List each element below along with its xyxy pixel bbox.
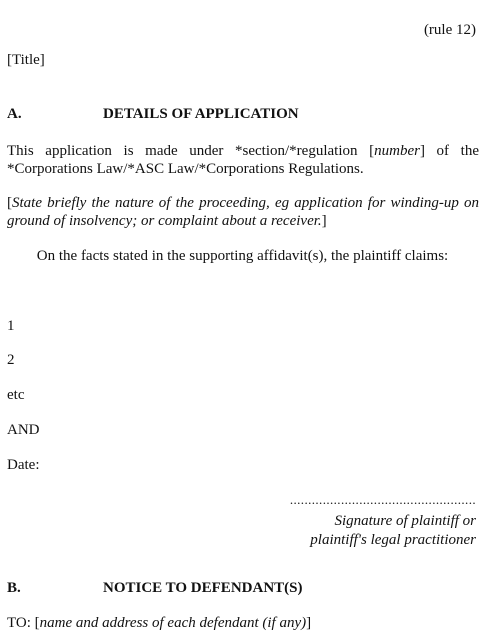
claim-item-1: 1	[7, 318, 15, 334]
to-line	[7, 615, 311, 632]
section-b-letter: B.	[7, 580, 21, 596]
claim-item-etc: etc	[7, 387, 25, 403]
claims-intro-paragraph: On the facts stated in the supporting affidavit(s), the plaintiff claims:	[36, 248, 449, 264]
to-prefix: TO:	[7, 615, 35, 631]
basis-text-2: ] of the *Corporations Law/*ASC Law/*Corporations Regulations.	[7, 143, 479, 177]
date-label: Date:	[7, 457, 40, 473]
signature-caption	[310, 512, 476, 550]
rule-reference: (rule 12)	[423, 22, 476, 38]
bracket-open: [	[7, 195, 12, 211]
basis-number-placeholder: number	[374, 143, 420, 159]
bracket-close: ]	[321, 213, 327, 229]
section-b-heading: NOTICE TO DEFENDANT(S)	[103, 580, 303, 596]
signature-caption-line-2: plaintiff's legal practitioner	[310, 532, 476, 548]
application-basis-paragraph	[7, 142, 479, 178]
signature-dotted-line: ...................................................	[289, 492, 476, 507]
section-a-heading: DETAILS OF APPLICATION	[103, 106, 299, 122]
claim-item-2: 2	[7, 352, 15, 368]
to-bracket-close: ]	[306, 615, 312, 631]
basis-text-1: This application is made under *section/*regulation [	[7, 143, 375, 159]
to-bracket-open: [	[34, 615, 40, 631]
section-a-letter: A.	[7, 106, 22, 122]
nature-instruction-paragraph	[7, 194, 479, 230]
defendant-placeholder: name and address of each defendant (if any)	[39, 615, 307, 631]
signature-caption-line-1: Signature of plaintiff or	[334, 513, 476, 529]
title-placeholder: [Title]	[7, 52, 45, 68]
claim-item-and: AND	[7, 422, 40, 438]
nature-instruction-text: State briefly the nature of the proceeding, eg application for winding-up on ground of insolvency; or complaint about a receiver.	[7, 195, 479, 229]
